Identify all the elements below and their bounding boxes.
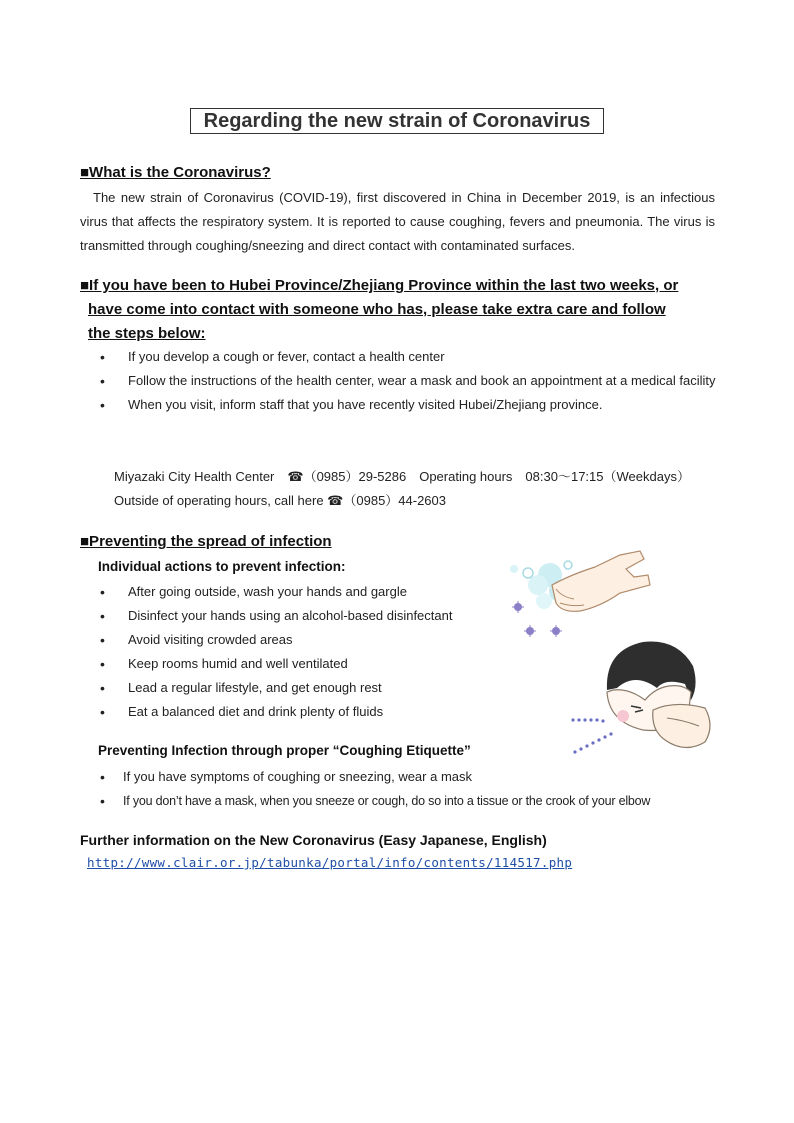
what-is-paragraph [80, 186, 715, 258]
travel-steps-list [100, 345, 716, 417]
coughing-etiquette-list [100, 765, 720, 813]
health-center-contact: Miyazaki City Health Center ☎（0985）29-5286 Operating hours 08:30～17:15（Weekdays） [114, 469, 690, 484]
section-heading-what-is [80, 164, 271, 181]
list-item: • Follow the instructions of the health center, wear a mask and book an appointment at a medical facility [100, 369, 716, 393]
further-info-link[interactable]: http://www.clair.or.jp/tabunka/portal/info/contents/114517.php [87, 855, 573, 870]
section-heading-preventing [80, 533, 332, 550]
individual-actions-list [100, 580, 520, 724]
list-item: • Avoid visiting crowded areas [100, 628, 520, 652]
list-item: • Lead a regular lifestyle, and get enough rest [100, 676, 520, 700]
further-info-label: Further information on the New Coronavirus (Easy Japanese, English) [80, 832, 547, 848]
list-item: • If you have symptoms of coughing or sneezing, wear a mask [100, 765, 720, 789]
list-item: • If you don’t have a mask, when you sneeze or cough, do so into a tissue or the crook of your elbow [100, 789, 720, 813]
travel-heading-line1: ■If you have been to Hubei Province/Zhejiang Province within the last two weeks, or [80, 277, 679, 294]
travel-heading-line2: have come into contact with someone who has, please take extra care and follow [88, 301, 666, 318]
list-item: • If you develop a cough or fever, contact a health center [100, 345, 716, 369]
list-item: • Keep rooms humid and well ventilated [100, 652, 520, 676]
list-item: • After going outside, wash your hands and gargle [100, 580, 520, 604]
section-heading-preventing-text: ■Preventing the spread of infection [80, 533, 332, 550]
individual-actions-heading: Individual actions to prevent infection: [98, 559, 346, 574]
list-item: • Disinfect your hands using an alcohol-based disinfectant [100, 604, 520, 628]
coughing-boy-illustration [565, 630, 715, 760]
list-item: • When you visit, inform staff that you have recently visited Hubei/Zhejiang province. [100, 393, 716, 417]
section-heading-travel [80, 274, 716, 346]
coughing-etiquette-heading: Preventing Infection through proper “Coughing Etiquette” [98, 743, 471, 758]
after-hours-contact: Outside of operating hours, call here ☎（0985）44-2603 [114, 493, 447, 508]
travel-heading-line3: the steps below: [88, 325, 206, 342]
list-item: • Eat a balanced diet and drink plenty of fluids [100, 700, 520, 724]
page-title: Regarding the new strain of Coronavirus [190, 108, 604, 134]
section-heading-what-is-text: ■What is the Coronavirus? [80, 164, 271, 181]
what-is-paragraph-text: The new strain of Coronavirus (COVID-19), first discovered in China in December 2019, is an infectious virus that affects the respiratory system. It is reported to cause coughing, fevers and pneumonia. The virus is transmitted through coughing/sneezing and direct contact with contaminated surfaces. [80, 190, 715, 253]
